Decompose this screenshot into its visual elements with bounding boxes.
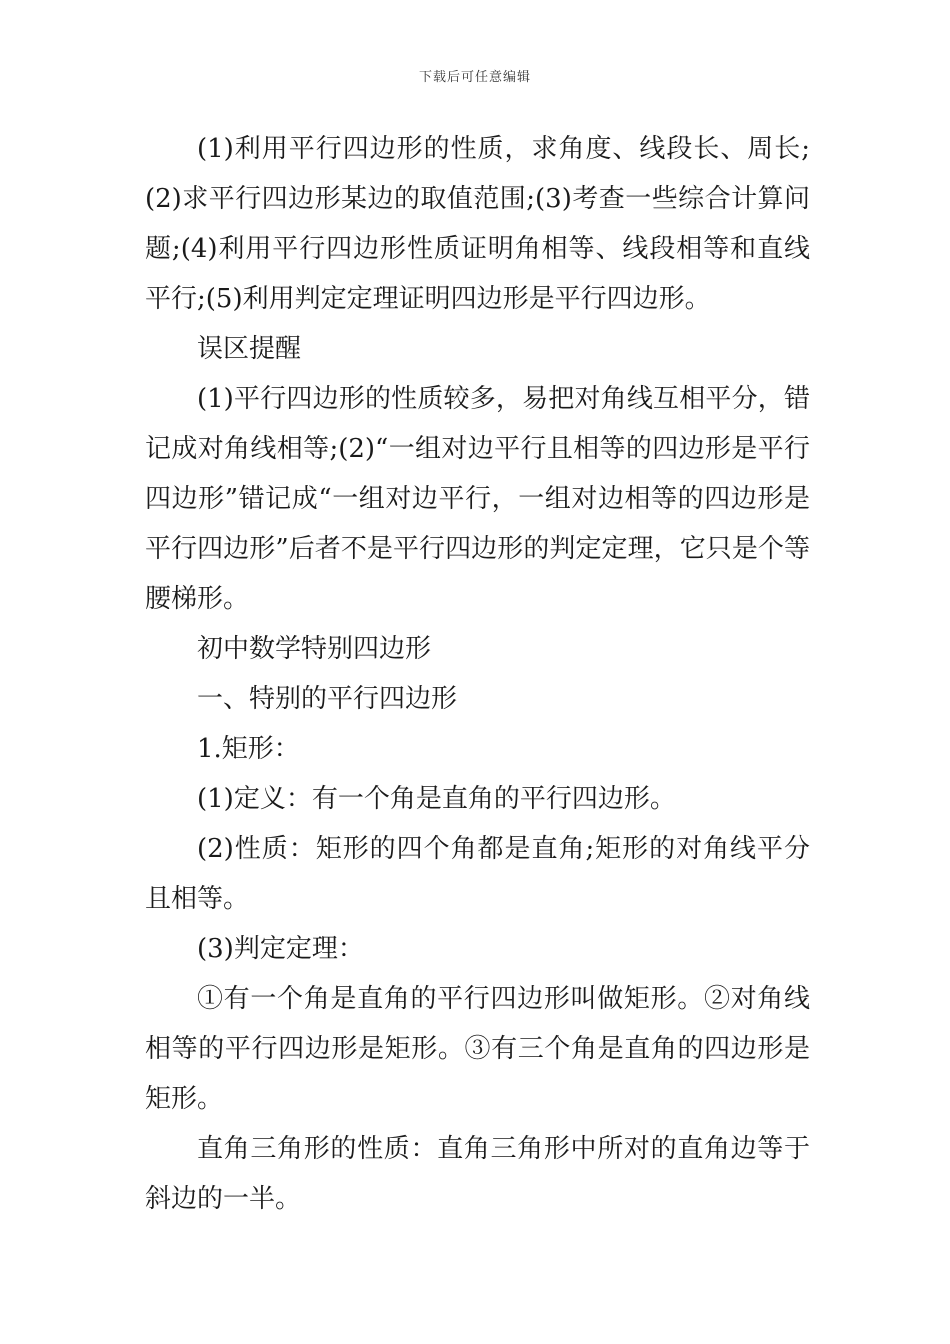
paragraph-rectangle-theorems-title: (3)判定定理：	[197, 934, 364, 964]
paragraph-rectangle-title: 1.矩形：	[197, 734, 300, 764]
paragraph-usage-types: (1)利用平行四边形的性质，求角度、线段长、周长;(2)求平行四边形某边的取值范围;(3)考查一些综合计算问题;(4)利用平行四边形性质证明角相等、线段相等和直线平行;(5)利用判定定理证明四边形是平行四边形。	[145, 134, 810, 314]
paragraph-rectangle-theorems: ①有一个角是直角的平行四边形叫做矩形。②对角线相等的平行四边形是矩形。③有三个角是直角的四边形是矩形。	[145, 984, 810, 1114]
document-body	[145, 124, 810, 1224]
paragraph-rectangle-definition: (1)定义：有一个角是直角的平行四边形。	[197, 784, 676, 814]
page-header: 下载后可任意编辑	[418, 70, 531, 85]
paragraph-rectangle-properties: (2)性质：矩形的四个角都是直角;矩形的对角线平分且相等。	[145, 834, 810, 914]
paragraph-pitfalls: (1)平行四边形的性质较多，易把对角线互相平分，错记成对角线相等;(2)“一组对边平行且相等的四边形是平行四边形”错记成“一组对边平行，一组对边相等的四边形是平行四边形”后者不是平行四边形的判定定理，它只是个等腰梯形。	[145, 384, 810, 614]
paragraph-heading-special-quadrilaterals: 初中数学特别四边形	[197, 634, 432, 664]
paragraph-heading-pitfalls: 误区提醒	[197, 334, 302, 364]
paragraph-right-triangle-property: 直角三角形的性质：直角三角形中所对的直角边等于斜边的一半。	[145, 1134, 810, 1214]
paragraph-section-special-parallelograms: 一、特别的平行四边形	[197, 684, 458, 714]
